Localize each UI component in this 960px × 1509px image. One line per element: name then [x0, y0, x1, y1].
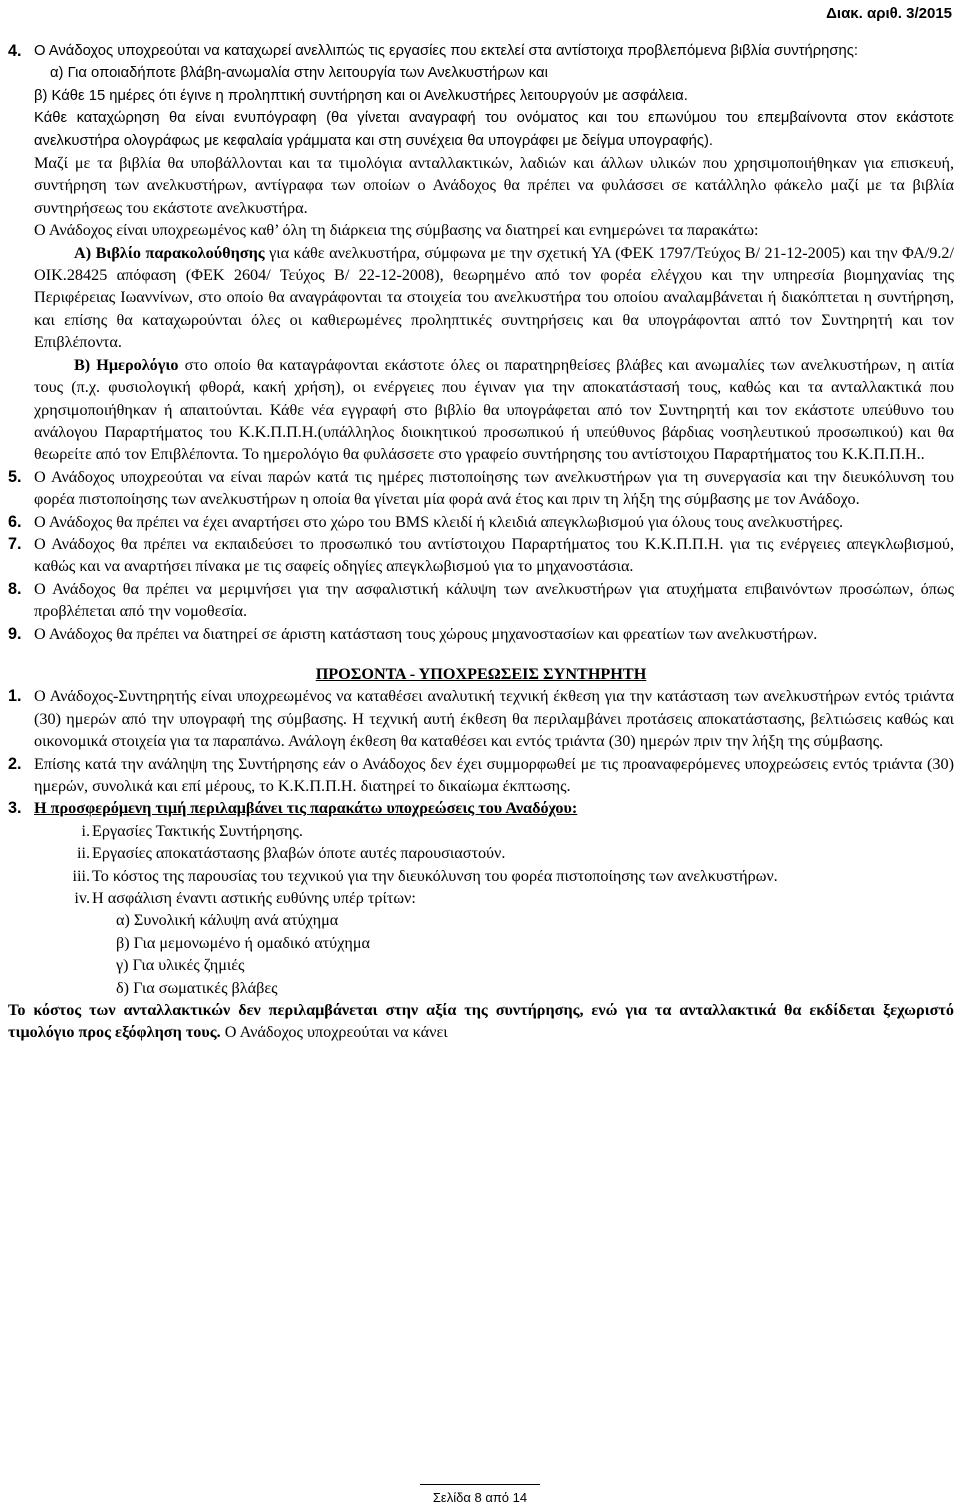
roman-numeral: iv.: [74, 889, 90, 908]
section-item-1: [8, 685, 954, 752]
roman-numeral: ii.: [76, 844, 90, 863]
item-number: 5.: [8, 467, 22, 486]
item-number: 6.: [8, 512, 22, 531]
list-item-8: [8, 578, 954, 623]
item-text: Ο Ανάδοχος θα πρέπει να διατηρεί σε άριστη κατάσταση τους χώρους μηχανοστασίων και φρεατίων των ανελκυστήρων.: [34, 624, 818, 643]
insurance-item-b: β) Για μεμονωμένο ή ομαδικό ατύχημα: [116, 933, 371, 952]
list-item-9: [8, 623, 954, 645]
item-text: Ο Ανάδοχος θα πρέπει να μεριμνήσει για την ασφαλιστική κάλυψη των ανελκυστήρων για ατυχήματα επιβαινόντων προσώπων, όπως προβλέπεται από την νομοθεσία.: [34, 579, 954, 621]
insurance-item-a: α) Συνολική κάλυψη ανά ατύχημα: [116, 911, 339, 930]
roman-text: Εργασίες αποκατάστασης βλαβών όποτε αυτές παρουσιαστούν.: [92, 844, 506, 863]
closing-paragraph: [8, 999, 954, 1044]
list-item-7: [8, 533, 954, 578]
item-number: 2.: [8, 754, 22, 773]
book-b-title: Β) Ημερολόγιο: [74, 355, 179, 374]
page-number: Σελίδα 8 από 14: [432, 1490, 528, 1505]
book-b-text: στο οποίο θα καταγράφονται εκάστοτε όλες οι παρατηρηθείσες βλάβες και ανωμαλίες των ανελκυστήρων, η αιτία τους (π.χ. φυσιολογική φθορά, κακή χρήση), οι ενέργειες που έγιναν για την αποκατάστασή τους, καθώς και τα ανταλλακτικά που χρησιμοποιήθηκαν ή απαιτούνται. Κάθε νέα εγγραφή στο βιβλίο θα υπογράφεται από τον Συντηρητή και τον εκάστοτε υπεύθυνο του ανάλογου Παραρτήματος του Κ.Κ.Π.Π.Η.(υπάλληλος διοικητικού προσωπικού ή υπεύθυνος βάρδιας νοσηλευτικού προσωπικού) και θα θεωρείτε από τον Επιβλέποντα. Το ημερολόγιο θα φυλάσσετε στο γραφείο συντήρησης του αντίστοιχου Παραρτήματος του Κ.Κ.Π.Π.Η..: [34, 355, 955, 464]
item-number: 7.: [8, 534, 22, 553]
item-4-obliged: Ο Ανάδοχος είναι υποχρεωμένος καθ’ όλη τη διάρκεια της σύμβασης να διατηρεί και ενημερώνει τα παρακάτω:: [34, 221, 759, 240]
roman-numeral: iii.: [72, 866, 90, 885]
list-item-6: [8, 511, 954, 533]
roman-text: Το κόστος της παρουσίας του τεχνικού για την διευκόλυνση του φορέα πιστοποίησης των ανελκυστήρων.: [92, 866, 778, 885]
document-body: [8, 40, 954, 1044]
document-reference: Διακ. αριθ. 3/2015: [826, 5, 952, 22]
closing-bold: Το κόστος των ανταλλακτικών δεν περιλαμβάνεται στην αξία της συντήρησης, ενώ για τα ανταλλακτικά θα εκδίδεται ξεχωριστό τιμολόγιο προς εξόφληση τους.: [8, 1001, 954, 1042]
book-a-text: για κάθε ανελκυστήρα, σύμφωνα με την σχετική ΥΑ (ΦΕΚ 1797/Τεύχος Β/ 21-12-2005) και την ΦΑ/9.2/ΟΙΚ.28425 απόφαση (ΦΕΚ 2604/ Τεύχος Β/ 22-12-2008), θεωρημένο από τον φορέα ελέγχου και την υπηρεσία βιομηχανίας της Περιφέρειας Ιωαννίνων, στο οποίο θα αναγράφονται τα στοιχεία του ανελκυστήρα του οποίου αναλαμβάνεται ή διακόπτεται η συντήρηση, και επίσης θα καταχωρούνται όλες οι καθιερωμένες προληπτικές συντηρήσεις και θα υπογράφονται απτό τον Συντηρητή και τον Επιβλέποντα.: [34, 243, 954, 352]
item-text: Ο Ανάδοχος-Συντηρητής είναι υποχρεωμένος να καταθέσει αναλυτική τεχνική έκθεση για την κατάσταση των ανελκυστήρων εντός τριάντα (30) ημερών από την υπογραφή της σύμβασης. Η τεχνική αυτή έκθεση θα περιλαμβάνει προτάσεις αποκατάστασης, βελτιώσεις καθώς και οικονομικά στοιχεία για τα παραπάνω. Ανάλογη έκθεση θα καταθέσει και εντός τριάντα (30) ημερών πριν την λήξη της σύμβασης.: [34, 687, 954, 751]
roman-item-i: [8, 820, 954, 842]
item-text: Ο Ανάδοχος θα πρέπει να εκπαιδεύσει το προσωπικό του αντίστοιχου Παραρτήματος του Κ.Κ.Π.Π.Η. για τις ενέργειες απεγκλωβισμού, καθώς και να αναρτήσει πίνακα με τις σαφείς οδηγίες απεγκλωβισμού για το μηχανοστάσια.: [34, 534, 954, 576]
roman-text: Η ασφάλιση έναντι αστικής ευθύνης υπέρ τρίτων:: [92, 889, 416, 908]
roman-item-ii: [8, 842, 954, 864]
item-4-entry: Κάθε καταχώρηση θα είναι ενυπόγραφη (θα γίνεται αναγραφή του ονόματος και του επωνύμου του επεμβαίνοντα στον εκάστοτε ανελκυστήρα ολογράφως με κεφαλαία γράμματα και στη συνέχεια θα υπογράφει με δείγμα υπογραφής).: [34, 110, 954, 149]
book-a-title: Α) Βιβλίο παρακολούθησης: [74, 243, 265, 262]
item-number: 1.: [8, 687, 22, 706]
list-item-5: [8, 466, 954, 511]
insurance-item-c: γ) Για υλικές ζημιές: [116, 956, 245, 975]
footer-divider: [420, 1484, 540, 1485]
section-title: ΠΡΟΣΟΝΤΑ - ΥΠΟΧΡΕΩΣΕΙΣ ΣΥΝΤΗΡΗΤΗ: [315, 664, 647, 683]
insurance-item-d: δ) Για σωματικές βλάβες: [116, 978, 278, 997]
roman-item-iii: [8, 865, 954, 887]
item-4-invoices: Μαζί με τα βιβλία θα υποβάλλονται και τα τιμολόγια ανταλλακτικών, λαδιών και άλλων υλικών που χρησιμοποιήθηκαν για επισκευή, συντήρηση των ανελκυστήρων, αντίγραφα των οποίων ο Ανάδοχος θα πρέπει να φυλάσσει σε κατάλληλο φάκελο μαζί με τα βιβλία συντηρήσεως του εκάστοτε ανελκυστήρα.: [34, 154, 954, 217]
item-text: Ο Ανάδοχος υποχρεούται να είναι παρών κατά τις ημέρες πιστοποίησης των ανελκυστήρων για τη συνεργασία και την διευκόλυνση του φορέα πιστοποίησης των ανελκυστήρων η οποία θα γίνεται μία φορά ανά έτος και πριν τη λήξη της σύμβασης με τον Ανάδοχο.: [34, 467, 954, 509]
book-b-paragraph: [8, 354, 954, 466]
section-item-3: [8, 797, 954, 819]
item-3-heading: Η προσφερόμενη τιμή περιλαμβάνει τις παρακάτω υποχρεώσεις του Αναδόχου:: [34, 799, 578, 818]
item-4-intro: Ο Ανάδοχος υποχρεούται να καταχωρεί ανελλιπώς τις εργασίες που εκτελεί στα αντίστοιχα προβλεπόμενα βιβλία συντήρησης:: [34, 43, 858, 59]
roman-numeral: i.: [81, 821, 90, 840]
book-a-paragraph: [8, 242, 954, 354]
item-number: 3.: [8, 799, 22, 818]
item-text: Ο Ανάδοχος θα πρέπει να έχει αναρτήσει στο χώρο του BMS κλειδί ή κλειδιά απεγκλωβισμού για όλους τους ανελκυστήρες.: [34, 512, 844, 531]
item-number: 8.: [8, 579, 22, 598]
item-4-sub-a: α) Για οποιαδήποτε βλάβη-ανωμαλία στην λειτουργία των Ανελκυστήρων και: [50, 65, 548, 82]
item-number: 9.: [8, 624, 22, 643]
closing-normal: Ο Ανάδοχος υποχρεούται να κάνει: [220, 1023, 448, 1042]
item-text: [34, 40, 954, 107]
roman-text: Εργασίες Τακτικής Συντήρησης.: [92, 821, 303, 840]
item-number: 4.: [8, 42, 22, 60]
item-4-sub-b: β) Κάθε 15 ημέρες ότι έγινε η προληπτική συντήρηση και οι Ανελκυστήρες λειτουργούν με ασφάλεια.: [34, 87, 688, 104]
section-item-2: [8, 753, 954, 798]
item-text: Επίσης κατά την ανάληψη της Συντήρησης εάν ο Ανάδοχος δεν έχει συμμορφωθεί με τις προαναφερόμενες υποχρεώσεις εντός τριάντα (30) ημερών, συνολικά και επί μέρους, το Κ.Κ.Π.Π.Η. διατηρεί το δικαίωμα έκπτωσης.: [34, 754, 954, 796]
roman-item-iv: [8, 887, 954, 909]
list-item-4: [8, 40, 954, 107]
